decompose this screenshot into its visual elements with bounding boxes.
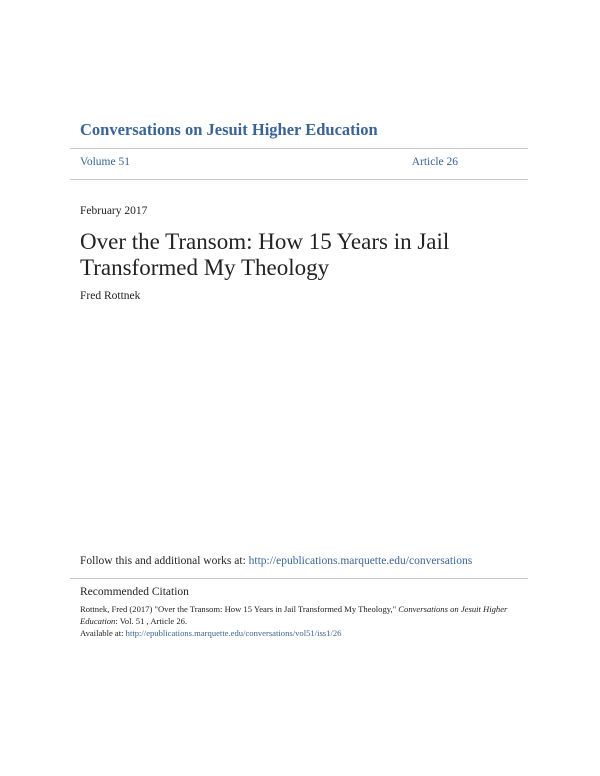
- citation-body: [80, 603, 525, 639]
- volume-link[interactable]: Volume 51: [80, 156, 130, 168]
- header-divider-bottom: [70, 179, 528, 180]
- journal-title: Conversations on Jesuit Higher Education: [80, 120, 378, 139]
- follow-link[interactable]: http://epublications.marquette.edu/conversations: [248, 555, 473, 567]
- citation-prefix: Rottnek, Fred (2017) "Over the Transom: How 15 Years in Jail Transformed My Theology,": [80, 604, 399, 614]
- citation-suffix: : Vol. 51 , Article 26.: [115, 616, 188, 626]
- author-name: Fred Rottnek: [80, 290, 141, 302]
- article-title: Over the Transom: How 15 Years in Jail Transformed My Theology: [80, 229, 450, 280]
- available-link[interactable]: http://epublications.marquette.edu/conversations/vol51/iss1/26: [125, 628, 342, 638]
- citation-journal: Conversations on Jesuit Higher Education: [80, 604, 508, 626]
- citation-available-line: [80, 627, 525, 639]
- available-label: Available at:: [80, 628, 126, 638]
- citation-heading: Recommended Citation: [80, 586, 189, 598]
- follow-label: Follow this and additional works at:: [80, 555, 249, 567]
- publication-date: February 2017: [80, 205, 148, 217]
- header-divider-top: [70, 148, 528, 149]
- follow-line: [80, 555, 472, 567]
- citation-divider: [70, 578, 528, 579]
- article-number-link[interactable]: Article 26: [411, 156, 458, 168]
